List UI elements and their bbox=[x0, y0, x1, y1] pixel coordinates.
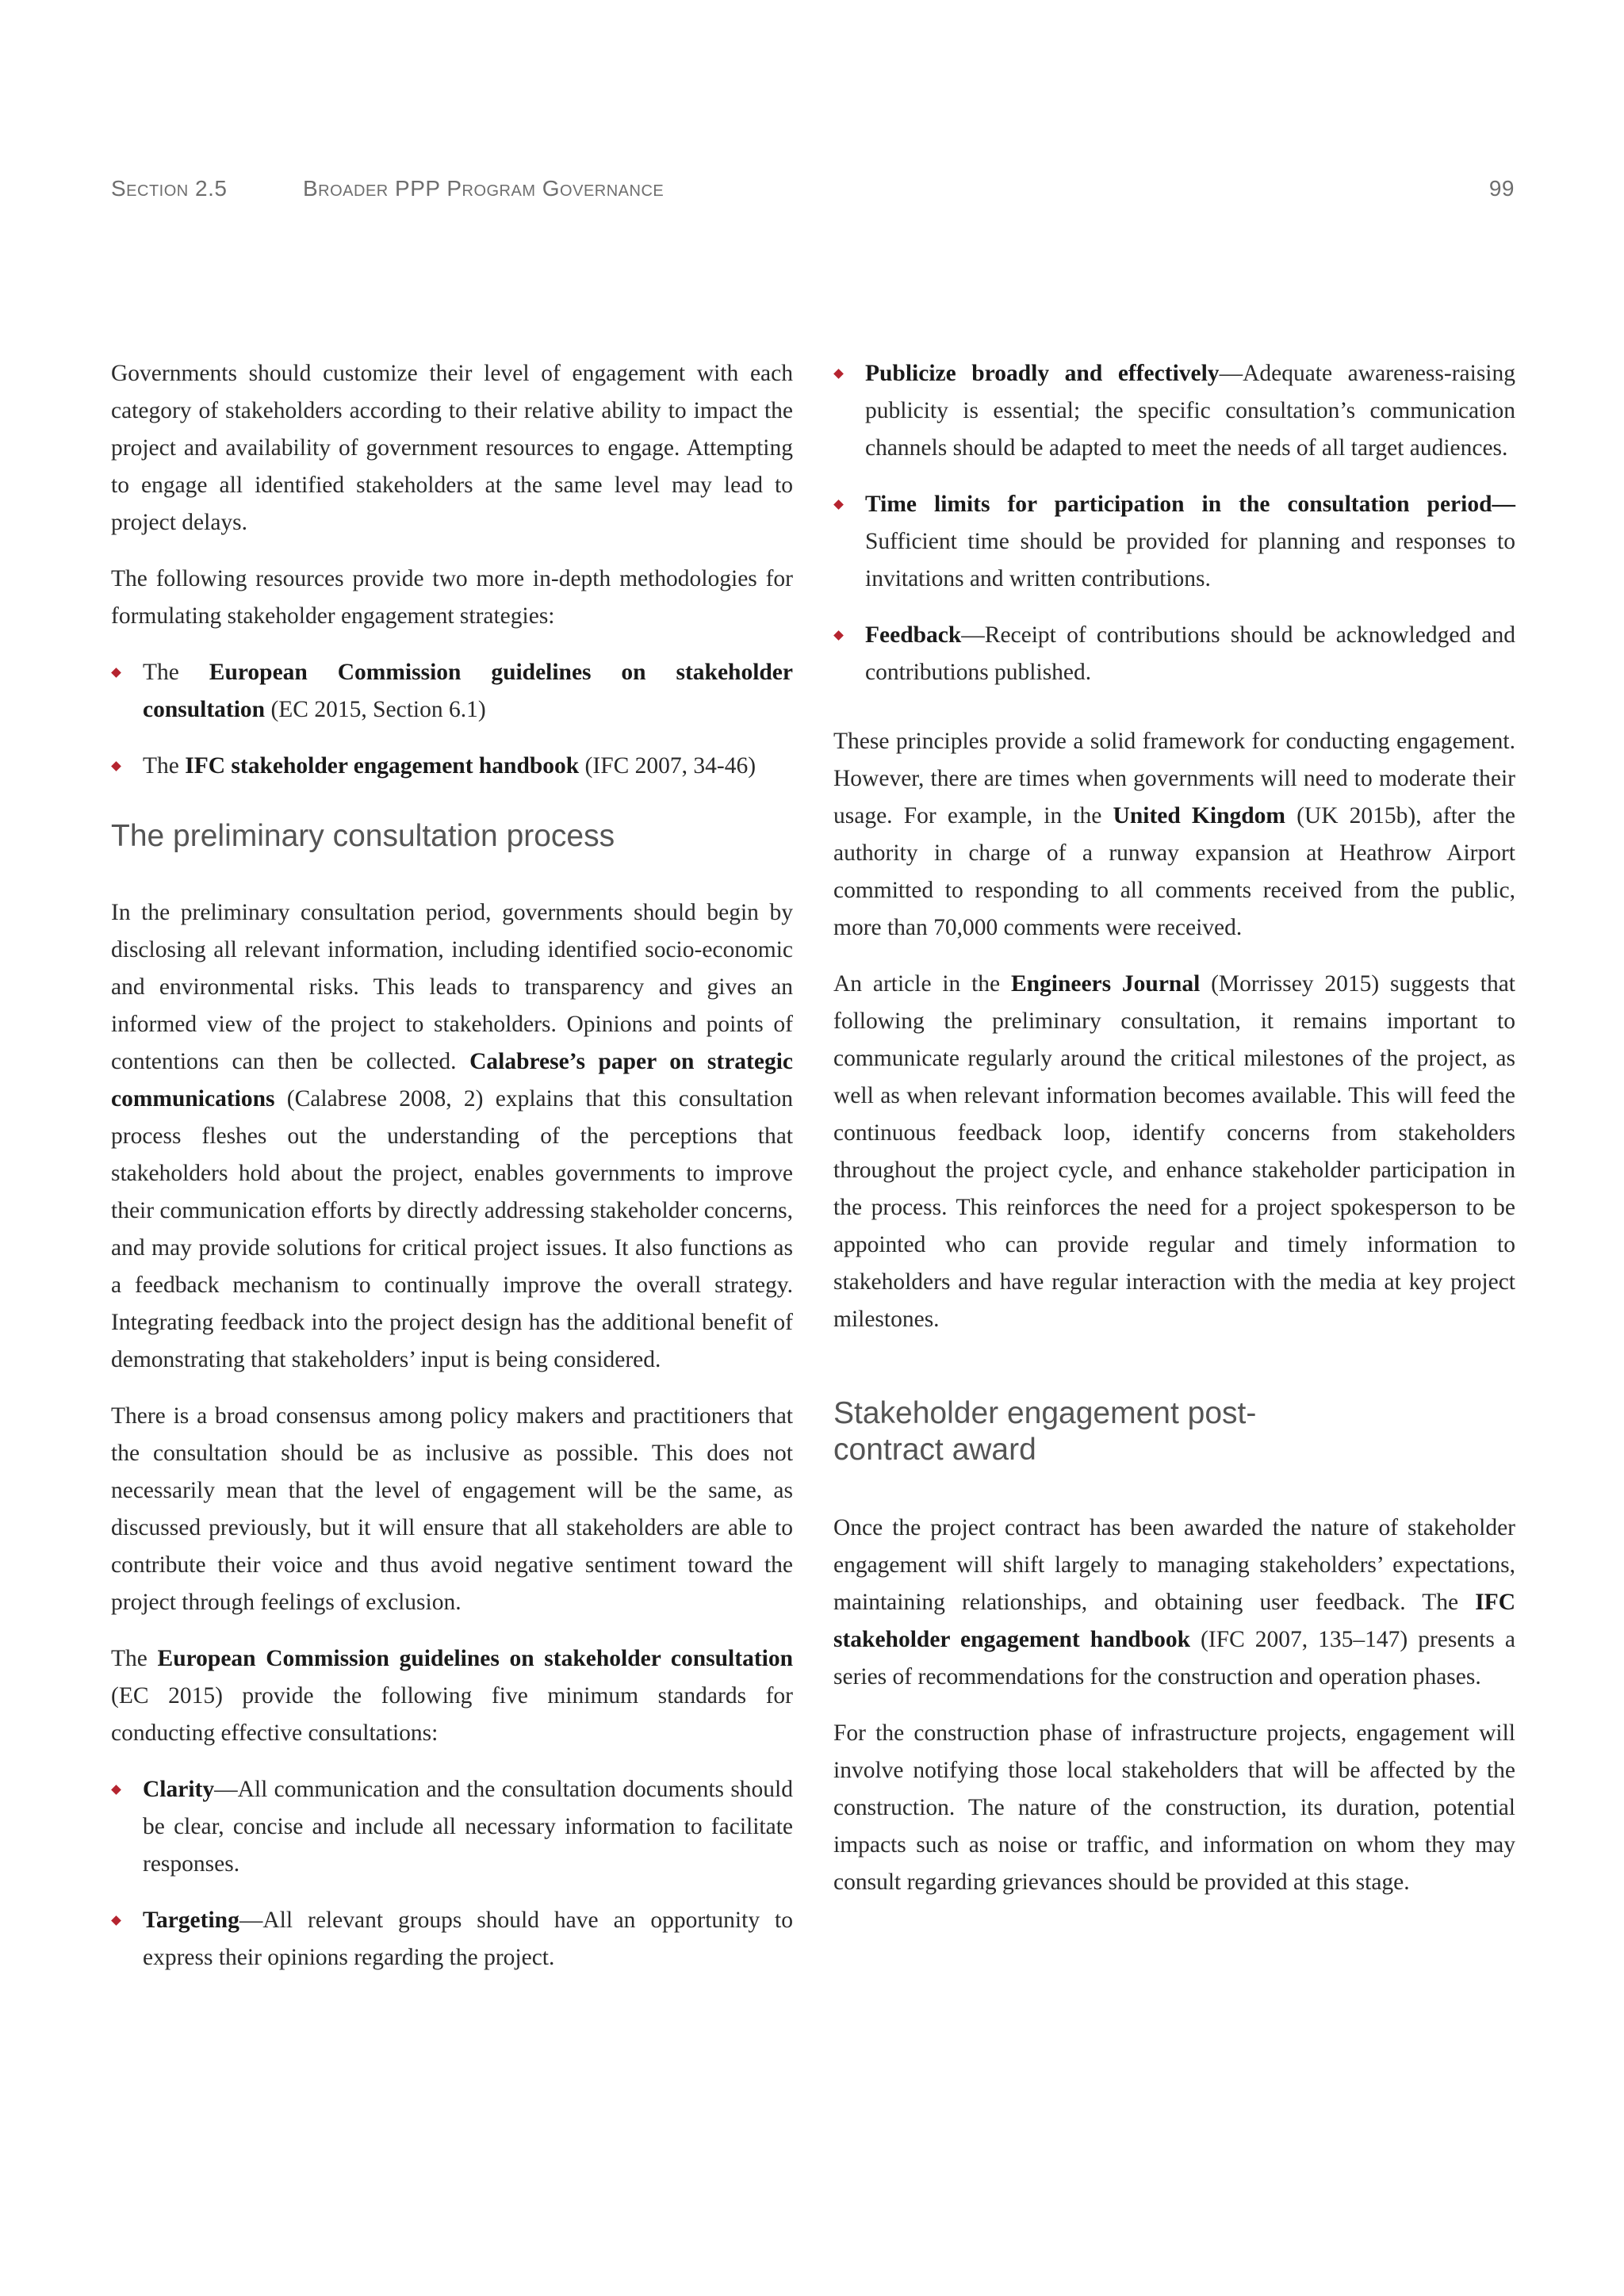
paragraph: Once the project contract has been awarded the nature of stakeholder engagement will shift largely to managing stakeholders’ expectations, maintaining relationships, and obtaining user feedback. The IFC stakeholder engagement handbook (IFC 2007, 135–147) presents a series of recommendations for the construction and operation phases. bbox=[833, 1515, 1515, 1689]
list-item: Publicize broadly and effectively—Adequate awareness-raising publicity is essential; the specific consultation’s communication channels should be adapted to meet the needs of all target audiences. bbox=[833, 355, 1515, 467]
bold-reference: European Commission guidelines on stakeholder consultation bbox=[143, 660, 793, 722]
bold-term: Feedback bbox=[865, 622, 962, 648]
list-item: Feedback—Receipt of contributions should be acknowledged and contributions published. bbox=[833, 617, 1515, 691]
paragraph: In the preliminary consultation period, governments should begin by disclosing all relevant information, including identified socio-economic and environmental risks. This leads to transparency and gives an informed view of the project to stakeholders. Opinions and points of contentions can then be collected. Calabrese’s paper on strategic communications (Calabrese 2008, 2) explains that this consultation process fleshes out the understanding of the perceptions that stakeholders hold about the project, enables governments to improve their communication efforts by directly addressing stakeholder concerns, and may provide solutions for critical project issues. It also functions as a feedback mechanism to continually improve the overall strategy. Integrating feedback into the project design has the additional benefit of demonstrating that stakeholders’ input is being considered. bbox=[111, 900, 793, 1372]
bold-reference: IFC stakeholder engagement handbook bbox=[833, 1590, 1515, 1652]
list-item: The IFC stakeholder engagement handbook (IFC 2007, 34-46) bbox=[111, 748, 793, 785]
bold-reference: Calabrese’s paper on strategic communications bbox=[111, 1049, 793, 1112]
bold-reference: Engineers Journal bbox=[1010, 971, 1201, 997]
standards-list bbox=[111, 1771, 793, 1976]
bold-term: Targeting bbox=[143, 1908, 239, 1933]
list-item: The European Commission guidelines on stakeholder consultation (EC 2015, Section 6.1) bbox=[111, 654, 793, 729]
standards-list-continued bbox=[833, 355, 1515, 691]
list-item: Time limits for participation in the consultation period—Sufficient time should be provided for planning and responses to invitations and written contributions. bbox=[833, 486, 1515, 598]
bullet-diamond-icon bbox=[111, 1915, 121, 1926]
page-number: 99 bbox=[1488, 176, 1515, 201]
bold-reference: European Commission guidelines on stakeholder consultation bbox=[157, 1646, 793, 1671]
bullet-diamond-icon bbox=[111, 668, 121, 678]
running-header bbox=[111, 176, 1515, 208]
bullet-diamond-icon bbox=[833, 369, 844, 379]
bold-term: Publicize broadly and effectively bbox=[865, 361, 1220, 386]
bullet-diamond-icon bbox=[833, 630, 844, 641]
bullet-diamond-icon bbox=[111, 761, 121, 771]
paragraph: The following resources provide two more in-depth methodologies for formulating stakeholder engagement strategies: bbox=[111, 566, 793, 629]
bold-reference: IFC stakeholder engagement handbook bbox=[185, 753, 580, 779]
resource-list bbox=[111, 654, 793, 785]
paragraph: There is a broad consensus among policy makers and practitioners that the consultation should be as inclusive as possible. This does not necessarily mean that the level of engagement will be the same, as discussed previously, but it will ensure that all stakeholders are able to contribute their voice and thus avoid negative sentiment toward the project through feelings of exclusion. bbox=[111, 1403, 793, 1615]
bold-reference: United Kingdom bbox=[1113, 803, 1285, 828]
bullet-diamond-icon bbox=[833, 499, 844, 510]
bold-term: Clarity bbox=[143, 1777, 215, 1802]
right-column bbox=[833, 355, 1515, 1920]
section-heading: The preliminary consultation process bbox=[111, 819, 615, 853]
chapter-title: Broader PPP Program Governance bbox=[303, 176, 665, 201]
section-label: Section 2.5 bbox=[111, 176, 228, 201]
paragraph: For the construction phase of infrastructure projects, engagement will involve notifying those local stakeholders that will be affected by the construction. The nature of the construction, its duration, potential impacts such as noise or traffic, and information on whom they may consult regarding grievances should be provided at this stage. bbox=[833, 1720, 1515, 1895]
paragraph: These principles provide a solid framework for conducting engagement. However, there are times when governments will need to moderate their usage. For example, in the United Kingdom (UK 2015b), after the authority in charge of a runway expansion at Heathrow Airport committed to responding to all comments received from the public, more than 70,000 comments were received. bbox=[833, 729, 1515, 940]
bold-term: Time limits for participation in the consultation period— bbox=[865, 492, 1515, 517]
section-heading: Stakeholder engagement post- contract award bbox=[833, 1396, 1257, 1467]
bullet-diamond-icon bbox=[111, 1785, 121, 1795]
paragraph: Governments should customize their level of engagement with each category of stakeholders according to their relative ability to impact the project and availability of government resources to engage. Attempting to engage all identified stakeholders at the same level may lead to project delays. bbox=[111, 361, 793, 535]
paragraph: An article in the Engineers Journal (Morrissey 2015) suggests that following the preliminary consultation, it remains important to communicate regularly around the critical milestones of the project, as well as when relevant information becomes available. This will feed the continuous feedback loop, identify concerns from stakeholders throughout the project cycle, and enhance stakeholder participation in the process. This reinforces the need for a project spokesperson to be appointed who can provide regular and timely information to stakeholders and have regular interaction with the media at key project milestones. bbox=[833, 971, 1515, 1332]
left-column bbox=[111, 355, 793, 2000]
list-item: Clarity—All communication and the consultation documents should be clear, concise and include all necessary information to facilitate responses. bbox=[111, 1771, 793, 1883]
paragraph: The European Commission guidelines on stakeholder consultation (EC 2015) provide the following five minimum standards for conducting effective consultations: bbox=[111, 1646, 793, 1746]
list-item: Targeting—All relevant groups should have an opportunity to express their opinions regarding the project. bbox=[111, 1902, 793, 1976]
